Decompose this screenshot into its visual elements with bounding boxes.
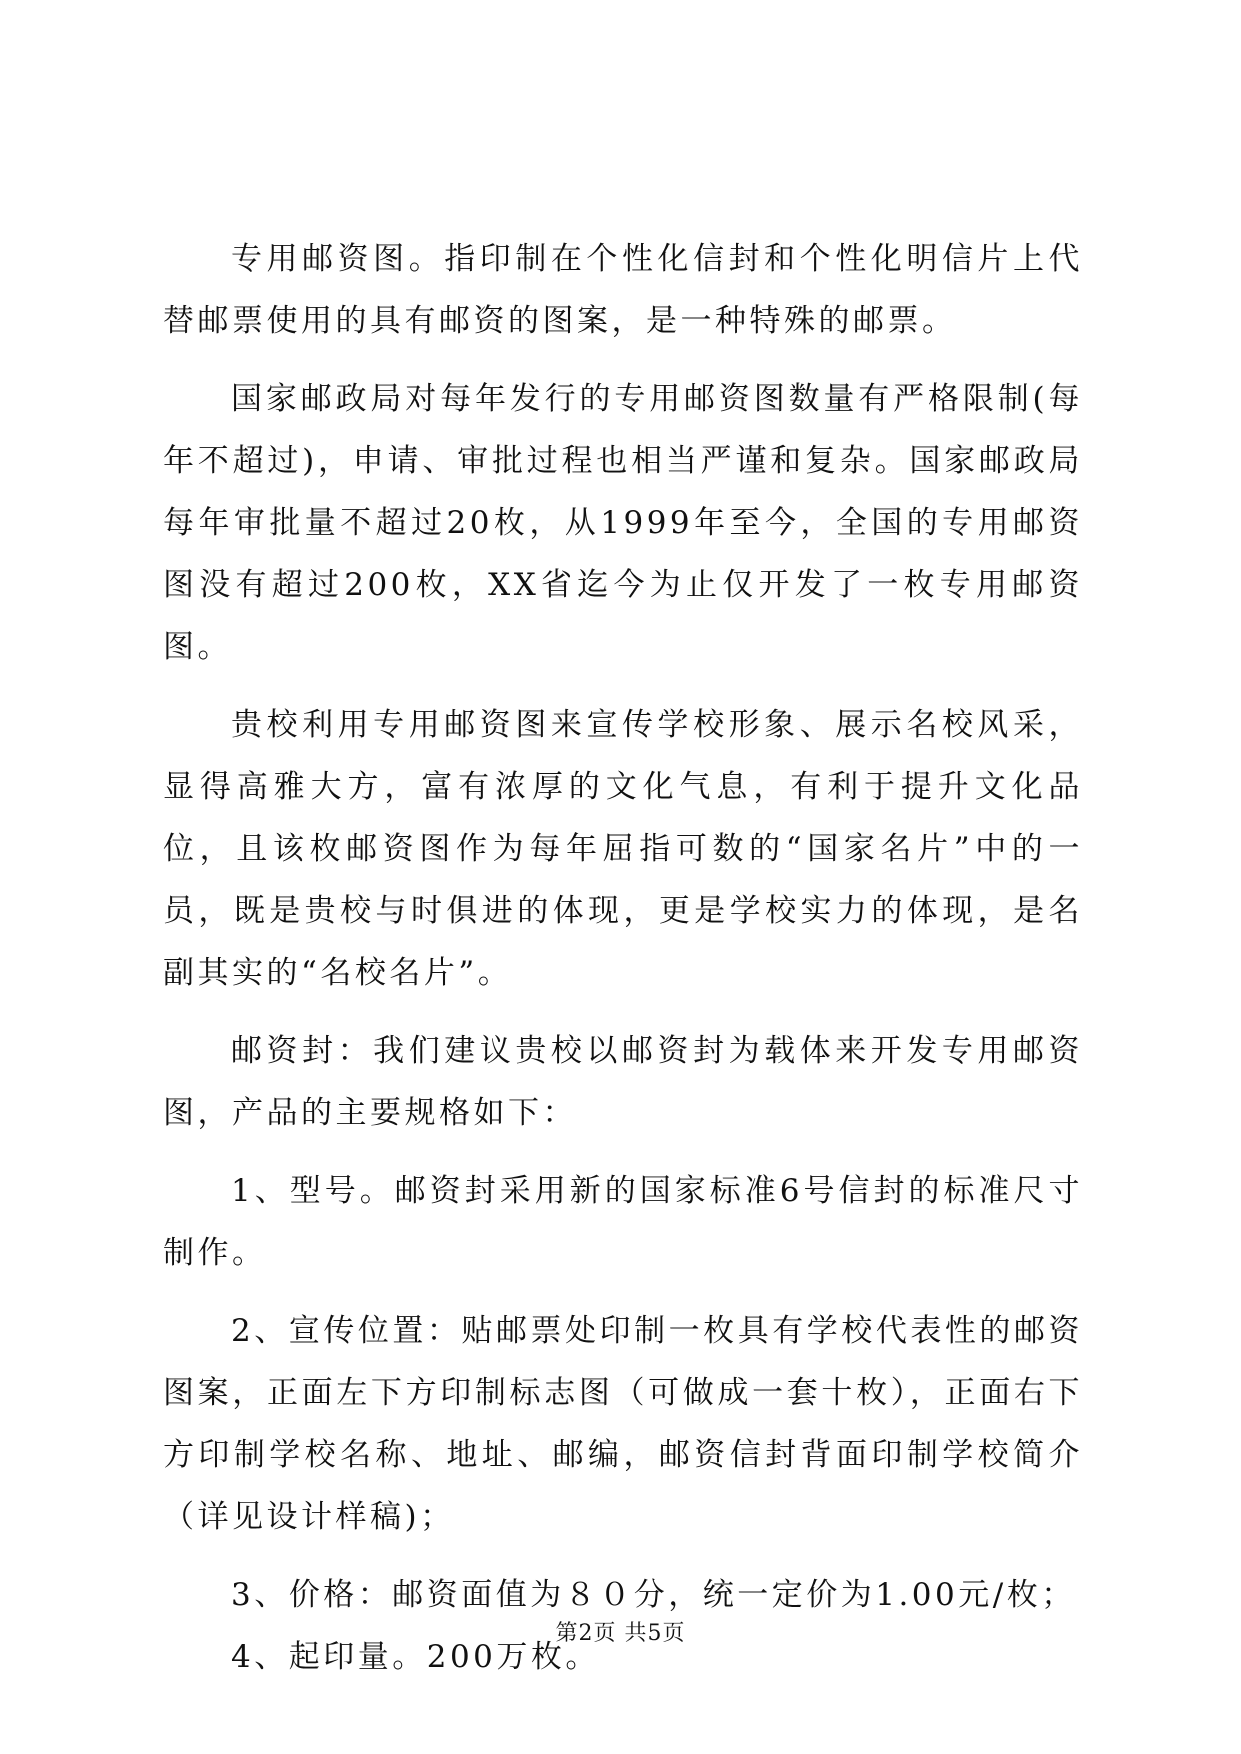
paragraph-school-promotion: 贵校利用专用邮资图来宣传学校形象、展示名校风采，显得高雅大方，富有浓厚的文化气息，有利于提升文化品位，且该枚邮资图作为每年屈指可数的“国家名片”中的一员，既是贵校与时俱进的体现，更是学校实力的体现，是名副其实的“名校名片”。	[163, 707, 1083, 991]
document-body	[163, 228, 1083, 1688]
paragraph-spec-position: 2、宣传位置：贴邮票处印制一枚具有学校代表性的邮资图案，正面左下方印制标志图（可做成一套十枚），正面右下方印制学校名称、地址、邮编，邮资信封背面印制学校简介（详见设计样稿)；	[163, 1313, 1083, 1535]
paragraph-issuance-limits: 国家邮政局对每年发行的专用邮资图数量有严格限制(每年不超过)，申请、审批过程也相当严谨和复杂。国家邮政局每年审批量不超过20枚，从1999年至今，全国的专用邮资图没有超过200枚，XX省迄今为止仅开发了一枚专用邮资图。	[163, 381, 1083, 665]
paragraph-spec-price: 3、价格：邮资面值为８０分，统一定价为1.00元/枚；	[231, 1577, 1076, 1613]
paragraph-postage-definition: 专用邮资图。指印制在个性化信封和个性化明信片上代替邮票使用的具有邮资的图案，是一种特殊的邮票。	[163, 241, 1083, 339]
paragraph-spec-model: 1、型号。邮资封采用新的国家标准6号信封的标准尺寸制作。	[163, 1173, 1083, 1271]
paragraph-postage-envelope-intro: 邮资封：我们建议贵校以邮资封为载体来开发专用邮资图，产品的主要规格如下：	[163, 1033, 1083, 1131]
page-number-footer: 第2页 共5页	[555, 1621, 686, 1646]
paragraph-spec-quantity: 4、起印量。200万枚。	[231, 1639, 600, 1675]
